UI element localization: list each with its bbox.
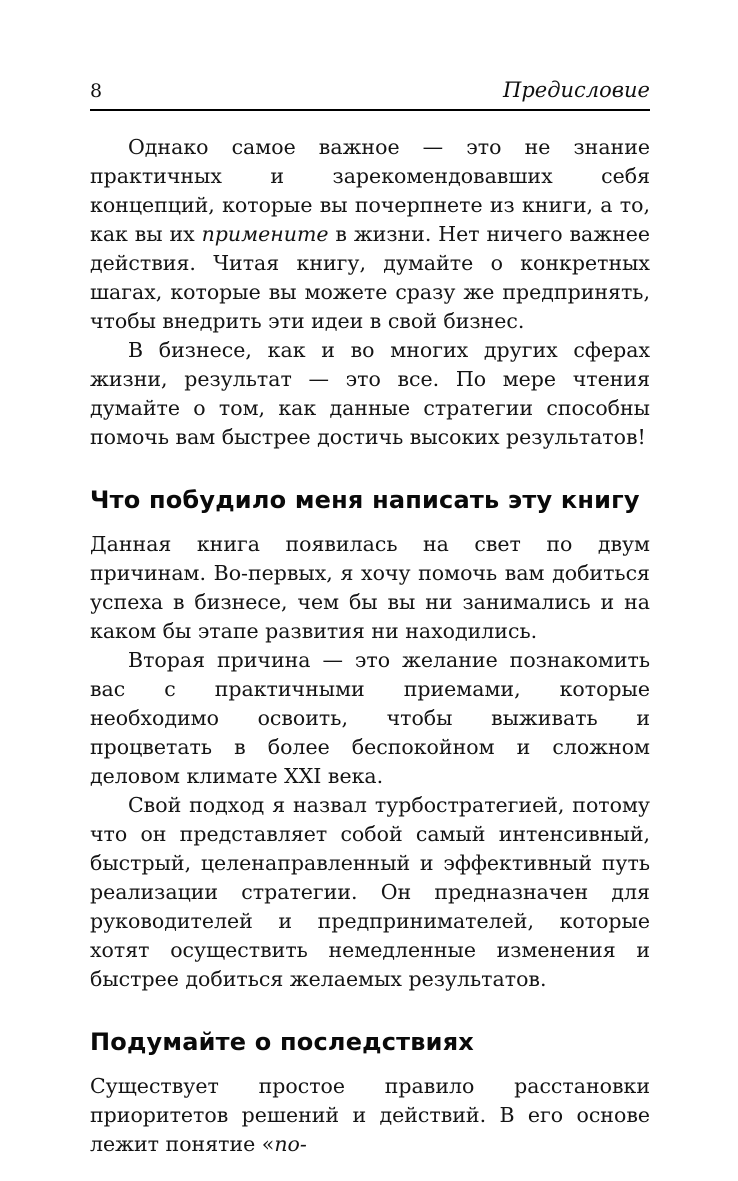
paragraph: [90, 336, 650, 452]
page-header: [90, 78, 650, 102]
paragraph: [90, 530, 650, 646]
text-run: Свой подход я назвал турбостратегией, потому что он представляет собой самый интенсивный, быстрый, целенаправленный и эффективный путь реализации стратегии. Он предназначен для руководителей и предпринимателей, которые хотят осуществить немедленные изменения и быстрее добиться желаемых результатов.: [90, 793, 650, 991]
paragraph: [90, 791, 650, 994]
text-run: В бизнесе, как и во многих других сферах жизни, результат — это все. По мере чтения думайте о том, как данные стратегии способны помочь вам быстрее достичь высоких результатов!: [90, 338, 650, 449]
text-run: по-: [274, 1132, 307, 1156]
paragraph: [90, 1072, 650, 1159]
paragraph: [90, 133, 650, 336]
section-heading: [90, 485, 650, 515]
text-run: Подумайте о последствиях: [90, 1028, 474, 1056]
text-run: примените: [201, 222, 329, 246]
text-run: Данная книга появилась на свет по двум причинам. Во-первых, я хочу помочь вам добиться успеха в бизнесе, чем бы вы ни занимались и на каком бы этапе развития ни находились.: [90, 532, 650, 643]
text-run: Что побудило меня написать эту книгу: [90, 486, 640, 514]
text-run: в жизни. Нет ничего важнее действия. Читая книгу, думайте о конкретных шагах, которые вы можете сразу же предпринять, чтобы внедрить эти идеи в свой бизнес.: [90, 222, 650, 333]
text-run: Вторая причина — это желание познакомить вас с практичными приемами, которые необходимо освоить, чтобы выживать и процветать в более беспокойном и сложном деловом климате XXI века.: [90, 648, 650, 788]
text-run: Существует простое правило расстановки приоритетов решений и действий. В его основе лежит понятие «: [90, 1074, 650, 1156]
running-title: Предисловие: [503, 78, 650, 102]
page-number: 8: [90, 80, 104, 102]
paragraph: [90, 646, 650, 791]
header-rule: [90, 109, 650, 111]
text-run: Однако самое важное — это не знание практичных и зарекомендовавших себя концепций, которые вы почерпнете из книги, а то, как вы их: [90, 135, 650, 246]
section-heading: [90, 1027, 650, 1057]
page-body: [90, 133, 650, 1159]
